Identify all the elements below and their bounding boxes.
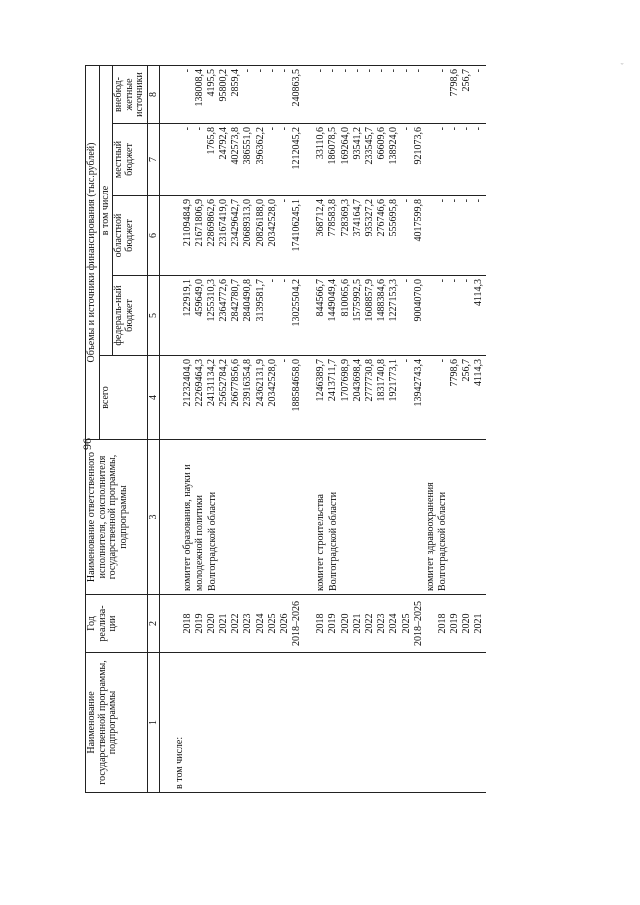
federal-values: 844566,7 1449049,4 810065,6 1575992,5 1608857,9 1488384,6 1227153,3 - [315,279,412,322]
federal-values: 122919,1 459649,0 1255310,3 2364772,6 2842780,7 2840490,8 3139581,7 - - [181,279,290,322]
years: 2018 2019 2020 2021 2022 2023 2024 2025 [315,613,412,634]
row-label: в том числе: [159,653,303,793]
regional-sum: 4017599,8 [412,199,424,242]
years-total: 2018–2025 [412,601,424,646]
table-row [425,66,487,124]
federal-values: - - - 4114,3 [436,279,485,307]
local-sum: 1212045,2 [291,127,303,170]
executor: комитет строительства Волгоградской области [303,440,425,595]
col-index: 6 [147,196,159,276]
extra-values: - - - - - - - - [315,69,412,73]
col-index: 2 [147,595,159,653]
header-extra: внебюд-жетные источники [113,66,148,124]
table-row [303,124,425,196]
table-row [303,276,425,356]
table-row [159,276,303,356]
table-row [159,356,303,440]
extra-values: - 7798,6 256,7 - [436,69,485,97]
total-values: 21232404,0 22269464,3 24131134,2 25652784,2 26677856,6 23916354,8 24362131,9 20342528,0 - [181,359,290,407]
total-values: 1246389,7 2413711,7 1707698,9 2043698,4 2777730,8 1831740,8 1921773,1 - [315,359,412,402]
regional-values: 368712,4 778583,8 728369,3 374164,7 935327,2 276746,6 555695,8 - [315,199,412,237]
table-row [159,66,303,124]
financing-table [85,65,486,793]
page-number: 96 [80,438,94,450]
extra-values: - 138008,4 4195,5 95800,2 2859,4 - - - - [181,69,290,107]
table-row [425,653,487,793]
table-row [303,595,425,653]
table-row [303,66,425,124]
scan-mark: ‹ [618,62,626,65]
total-sum: 188584658,0 [291,359,303,412]
table-row [159,595,303,653]
years: 2018 2019 2020 2021 [436,613,485,634]
col-index: 4 [147,356,159,440]
years: 2018 2019 2020 2021 2022 2023 2024 2025 2026 [181,613,290,634]
federal-sum: 9004070,0 [412,279,424,322]
local-values: 33110,6 186078,5 169264,0 93541,2 233545,7 66609,6 138924,0 - [315,127,412,165]
regional-values: - - - - [436,199,485,203]
header-funding: Объемы и источники финансирования (тыс.рублей) [86,66,100,440]
col-index: 8 [147,66,159,124]
table-row [303,653,425,793]
total-values: - 7798,6 256,7 4114,3 [436,359,485,387]
header-year: Год реализа-ции [86,595,148,653]
regional-values: 21109484,9 21671806,9 22869862,6 23167419,0 23429642,7 20689313,0 20826188,0 20342528,0 - [181,199,290,247]
years-total: 2018–2026 [291,601,303,646]
header-executor: Наименование ответственного исполнителя, соисполнителя государственной программы, подпрограммы [86,440,148,595]
col-index: 3 [147,440,159,595]
local-values: - - 1765,8 24792,4 402573,8 386551,0 396362,2 - - [181,127,290,165]
col-index: 7 [147,124,159,196]
col-index: 5 [147,276,159,356]
federal-sum: 13025504,2 [291,279,303,327]
table-row [425,356,487,440]
table-row [159,124,303,196]
table-row [303,356,425,440]
local-values: - - - - [436,127,485,131]
table-row [303,196,425,276]
table-row [425,124,487,196]
header-program: Наименование государственной программы, подпрограммы [86,653,148,793]
local-sum: 921073,6 [412,127,424,165]
header-local: местный бюджет [113,124,148,196]
table-row [425,276,487,356]
header-regional: областной бюджет [113,196,148,276]
header-federal: федераль-ный бюджет [113,276,148,356]
total-sum: 13942743,4 [412,359,424,407]
col-index: 1 [147,653,159,793]
executor: комитет образования, науки и молодежной политики Волгоградской области [159,440,303,595]
header-total: всего [99,356,147,440]
table-row [159,196,303,276]
table-row [425,196,487,276]
extra-sum: - [412,69,424,73]
regional-sum: 174106245,1 [291,199,303,252]
header-including: в том числе [99,66,113,356]
executor: комитет здравоохранения Волгоградской области [425,440,487,595]
extra-sum: 240863,5 [291,69,303,107]
table-row [425,595,487,653]
